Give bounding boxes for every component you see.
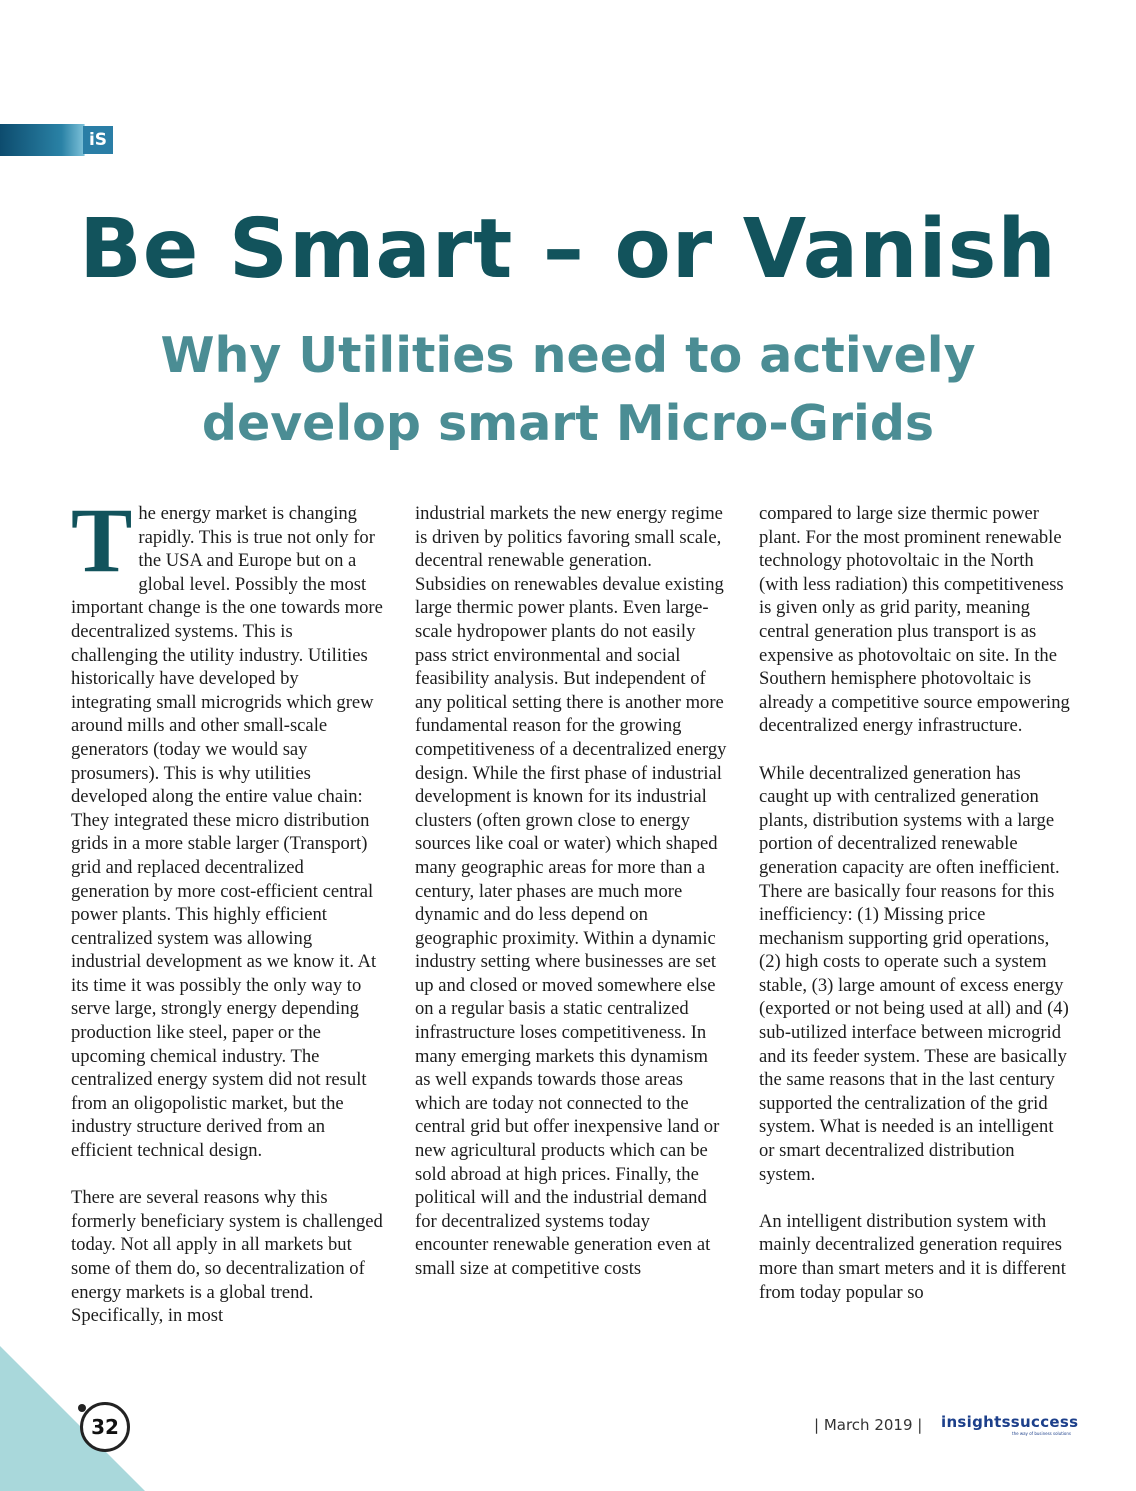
article-title: Be Smart – or Vanish xyxy=(79,202,1057,297)
column-3 xyxy=(759,502,1071,1382)
issue-date: | March 2019 | xyxy=(814,1416,923,1434)
magazine-logo-icon: iS xyxy=(83,126,113,154)
paragraph: While decentralized generation has caught up with centralized generation plants, distribution systems with a large portion of decentralized renewable generation capacity are often inefficient. There are basically four reasons for this inefficiency: (1) Missing price mechanism supporting grid operations, (2) high costs to operate such a system stable, (3) large amount of excess energy (exported or not being used at all) and (4) sub-utilized interface between microgrid and its feeder system. These are basically the same reasons that in the last century supported the centralization of the grid system. What is needed is an intelligent or smart decentralized distribution system. xyxy=(759,762,1069,1185)
article-body xyxy=(71,489,1071,1382)
paragraph xyxy=(71,489,383,1163)
page-number-dot-icon xyxy=(78,1404,86,1412)
page-number: 32 xyxy=(80,1402,130,1452)
brand-tagline: the way of business solutions xyxy=(1012,1431,1071,1436)
paragraph: industrial markets the new energy regime is driven by politics favoring small scale, decentral renewable generation. Subsidies on renewables devalue existing large thermic power plants. Even large-scale hydropower plants do not easily pass strict environmental and social feasibility analysis. But independent of any political setting there is another more fundamental reason for the growing competitiveness of a decentralized energy design. While the first phase of industrial development is known for its industrial clusters (often grown close to energy sources like coal or water) which shaped many geographic areas for more than a century, later phases are much more dynamic and do less depend on geographic proximity. Within a dynamic industry setting where businesses are set up and closed or moved somewhere else on a regular basis a static centralized infrastructure loses competitiveness. In many emerging markets this dynamism as well expands towards those areas which are today not connected to the central grid but offer inexpensive land or new agricultural products which can be sold abroad at high prices. Finally, the political will and the industrial demand for decentralized systems today encounter renewable generation even at small size at competitive costs xyxy=(415,503,727,1279)
paragraph: An intelligent distribution system with mainly decentralized generation requires more than smart meters and it is different from today popular so xyxy=(759,1210,1066,1303)
drop-cap: T xyxy=(71,489,133,591)
paragraph-text: he energy market is changing rapidly. This is true not only for the USA and Europe but on a global level. Possibly the most important change is the one towards more decentralized systems. This is challenging the utility industry. Utilities historically have developed by integrating small microgrids which grew around mills and other small-scale generators (today we would say prosumers). This is why utilities developed along the entire value chain: They integrated these micro distribution grids in a more stable larger (Transport) grid and replaced decentralized generation by more cost-efficient central power plants. This highly efficient centralized system was allowing industrial development as we know it. At its time it was possibly the only way to serve large, strongly energy depending production like steel, paper or the upcoming chemical industry. The centralized energy system did not result from an oligopolistic market, but the industry structure derived from an efficient technical design. xyxy=(71,503,383,1162)
paragraph: There are several reasons why this formerly beneficiary system is challenged today. Not all apply in all markets but some of them do, so decentralization of energy markets is a global trend. Specifically, in most xyxy=(71,1187,383,1327)
paragraph: compared to large size thermic power plant. For the most prominent renewable technology photovoltaic in the North (with less radiation) this competitiveness is given only as grid parity, meaning central generation plus transport is as expensive as photovoltaic on site. In the Southern hemisphere photovoltaic is already a competitive source empowering decentralized energy infrastructure. xyxy=(759,503,1070,737)
brand-logo: insightssuccess xyxy=(941,1413,1079,1431)
article-subtitle: Why Utilities need to actively develop smart Micro-Grids xyxy=(160,327,976,452)
column-2 xyxy=(415,502,727,1382)
column-1 xyxy=(71,489,383,1382)
